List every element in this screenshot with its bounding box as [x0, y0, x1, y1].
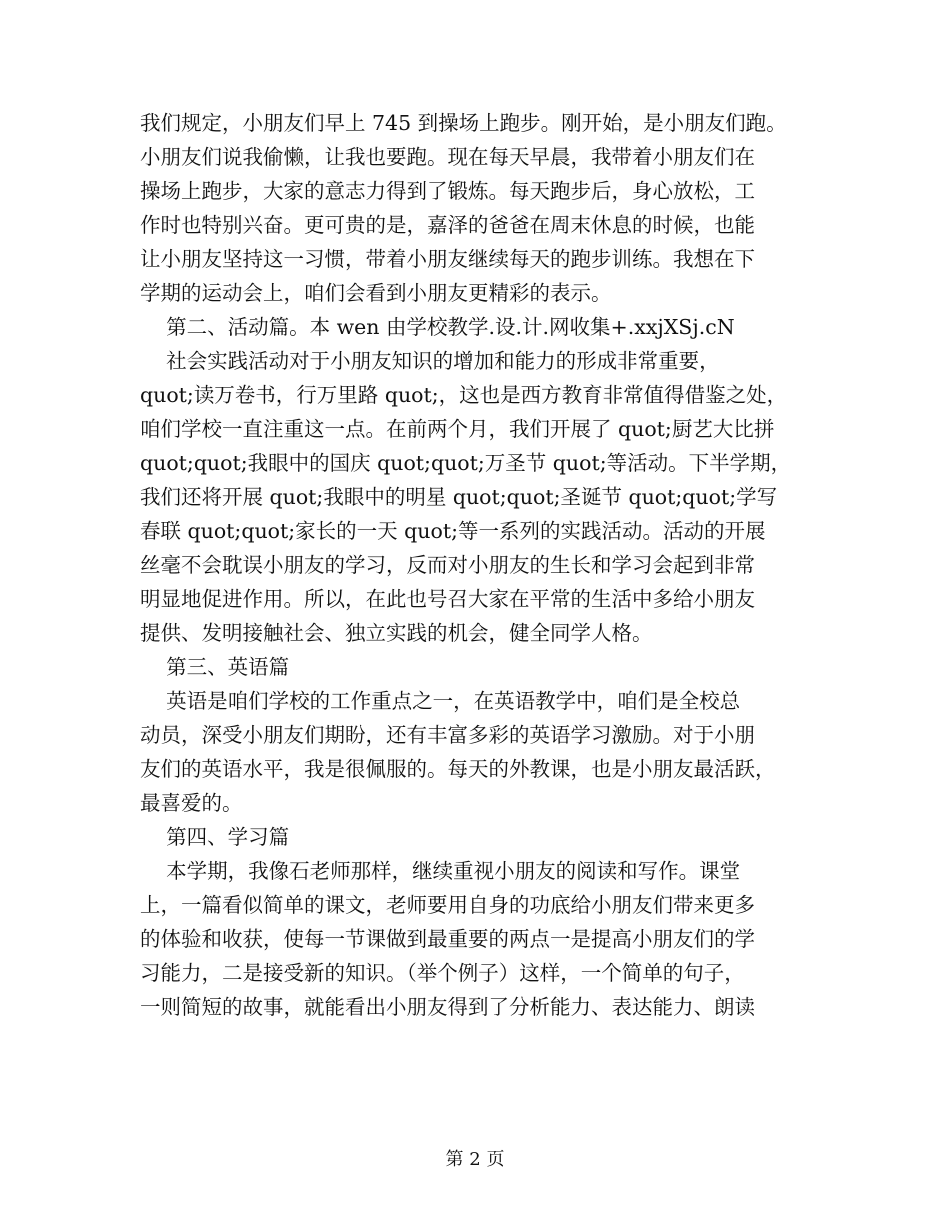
text-line: 作时也特别兴奋。更可贵的是，嘉泽的爸爸在周末休息的时候，也能: [140, 213, 755, 237]
text-line: 学期的运动会上，咱们会看到小朋友更精彩的表示。: [140, 281, 612, 305]
text-line: 本学期，我像石老师那样，继续重视小朋友的阅读和写作。课堂: [140, 859, 741, 883]
text-line: 丝毫不会耽误小朋友的学习，反而对小朋友的生长和学习会起到非常: [140, 553, 755, 577]
text-line: 明显地促进作用。所以，在此也号召大家在平常的生活中多给小朋友: [140, 587, 755, 611]
text-line: 英语是咱们学校的工作重点之一，在英语教学中，咱们是全校总: [140, 689, 741, 713]
section-heading-activities: 第二、活动篇。本 wen 由学校教学.设.计.网收集+.xxjXSj.cN: [140, 315, 735, 339]
text-line: 我们规定，小朋友们早上 745 到操场上跑步。刚开始，是小朋友们跑。: [140, 111, 787, 135]
text-line: 动员，深受小朋友们期盼，还有丰富多彩的英语学习激励。对于小朋: [140, 723, 755, 747]
text-line: 上，一篇看似简单的课文，老师要用自身的功底给小朋友们带来更多: [140, 893, 755, 917]
text-line: 提供、发明接触社会、独立实践的机会，健全同学人格。: [140, 621, 653, 645]
text-line: 咱们学校一直注重这一点。在前两个月，我们开展了 quot;厨艺大比拼: [140, 417, 775, 441]
text-line: 最喜爱的。: [140, 791, 243, 815]
page-number: 第 2 页: [445, 1149, 505, 1170]
text-line: quot;读万卷书，行万里路 quot;，这也是西方教育非常值得借鉴之处，: [140, 383, 788, 407]
text-line: 习能力，二是接受新的知识。（举个例子）这样，一个简单的句子，: [140, 961, 745, 985]
text-line: 春联 quot;quot;家长的一天 quot;等一系列的实践活动。活动的开展: [140, 519, 766, 543]
text-line: 一则简短的故事，就能看出小朋友得到了分析能力、表达能力、朗读: [140, 995, 755, 1019]
text-line: 操场上跑步，大家的意志力得到了锻炼。每天跑步后，身心放松，工: [140, 179, 755, 203]
text-line: 社会实践活动对于小朋友知识的增加和能力的形成非常重要，: [140, 349, 720, 373]
text-line: 我们还将开展 quot;我眼中的明星 quot;quot;圣诞节 quot;quot;学写: [140, 485, 778, 509]
text-line: quot;quot;我眼中的国庆 quot;quot;万圣节 quot;等活动。下半学期，: [140, 451, 792, 475]
body-text: [140, 106, 810, 1024]
text-line: 小朋友们说我偷懒，让我也要跑。现在每天早晨，我带着小朋友们在: [140, 145, 755, 169]
section-heading-english: 第三、英语篇: [140, 655, 290, 679]
text-line: 让小朋友坚持这一习惯，带着小朋友继续每天的跑步训练。我想在下: [140, 247, 755, 271]
text-line: 友们的英语水平，我是很佩服的。每天的外教课，也是小朋友最活跃，: [140, 757, 776, 781]
section-heading-study: 第四、学习篇: [140, 825, 290, 849]
text-line: 的体验和收获，使每一节课做到最重要的两点一是提高小朋友们的学: [140, 927, 755, 951]
